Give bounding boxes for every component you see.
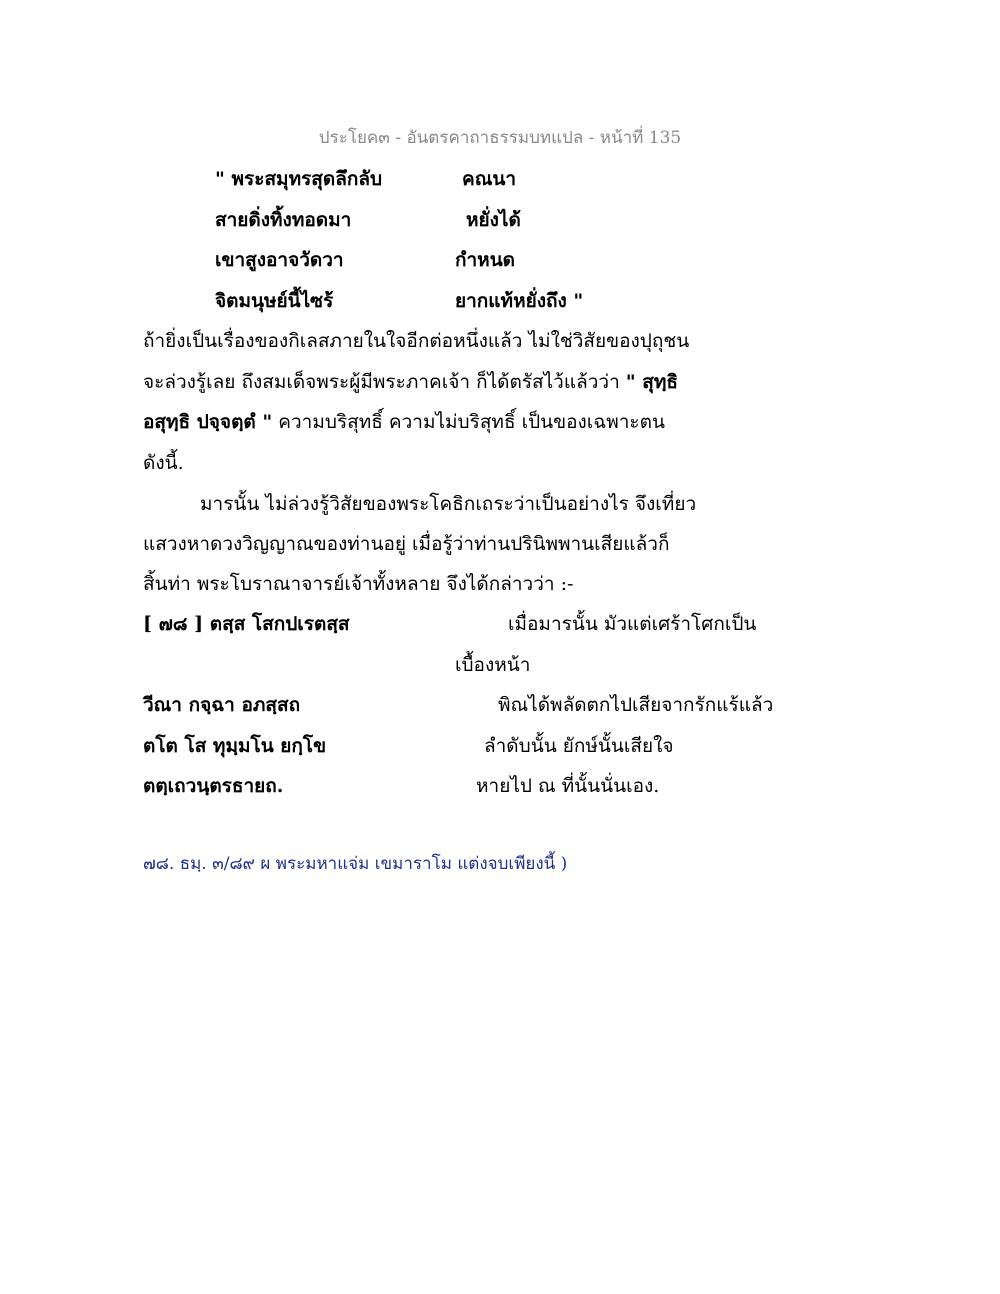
pali-quote-end: อสุทฺธิ ปจฺจตฺตํ ": [143, 411, 273, 433]
paragraph1-line3-text: ความบริสุทธิ์ ความไม่บริสุทธิ์ เป็นของเฉพาะตน: [272, 411, 665, 433]
paragraph1-line1: ถ้ายิ่งเป็นเรื่องของกิเลสภายในใจอีกต่อหนึ่งแล้ว ไม่ใช่วิสัยของปุถุชน: [143, 330, 690, 352]
pali-quote-start: " สุทฺธิ: [625, 371, 679, 393]
paragraph1-line4: ดังนี้.: [143, 452, 184, 474]
poem-line-2-left: สายดิ่งทิ้งทอดมา: [215, 209, 352, 231]
gatha-pali-3: ตโต โส ทุมฺมโน ยกฺโข: [143, 735, 327, 757]
gatha-thai-4: หายไป ณ ที่นั้นนั่นเอง.: [476, 775, 660, 797]
footnote: ๗๘. ธมฺ. ๓/๘๙ ผ พระมหาแจ่ม เขมาราโม แต่งจบเพียงนี้ ): [143, 854, 568, 874]
poem-line-1-left: " พระสมุทรสุดลึกลับ: [215, 168, 383, 190]
paragraph2-line1: มารนั้น ไม่ล่วงรู้วิสัยของพระโคธิกเถระว่าเป็นอย่างไร จึงเที่ยว: [200, 493, 697, 515]
poem-line-4-left: จิตมนุษย์นี้ไซร้: [215, 290, 334, 312]
gatha-thai-1-cont: เบื้องหน้า: [455, 654, 531, 676]
poem-line-1-right: คณนา: [462, 168, 516, 190]
poem-line-4-right: ยากแท้หยั่งถึง ": [455, 290, 584, 312]
gatha-thai-2: พิณได้พลัดตกไปเสียจากรักแร้แล้ว: [498, 694, 774, 716]
paragraph1-line3: [143, 407, 665, 437]
gatha-pali-1: [ ๗๘ ] ตสฺส โสกปเรตสฺส: [143, 613, 350, 635]
poem-line-2-right: หยั่งได้: [466, 209, 521, 231]
paragraph1-line2-text: จะล่วงรู้เลย ถึงสมเด็จพระผู้มีพระภาคเจ้า ก็ได้ตรัสไว้แล้วว่า: [143, 371, 626, 393]
paragraph2-line2: แสวงหาดวงวิญญาณของท่านอยู่ เมื่อรู้ว่าท่านปรินิพพานเสียแล้วก็: [143, 533, 670, 555]
gatha-thai-3: ลำดับนั้น ยักษ์นั้นเสียใจ: [484, 735, 674, 757]
paragraph1-line2: [143, 367, 678, 397]
poem-line-3-right: กำหนด: [455, 249, 516, 271]
poem-line-3-left: เขาสูงอาจวัดวา: [215, 249, 344, 271]
gatha-pali-2: วีณา กจฺฉา อภสฺสถ: [143, 694, 301, 716]
gatha-thai-1: เมื่อมารนั้น มัวแต่เศร้าโศกเป็น: [508, 613, 757, 635]
gatha-pali-4: ตตฺเถวนฺตรธายถ.: [143, 775, 284, 797]
paragraph2-line3: สิ้นท่า พระโบราณาจารย์เจ้าทั้งหลาย จึงได้กล่าวว่า :-: [143, 573, 574, 595]
page-header: ประโยค๓ - อันตรคาถาธรรมบทแปล - หน้าที่ 135: [318, 128, 682, 148]
